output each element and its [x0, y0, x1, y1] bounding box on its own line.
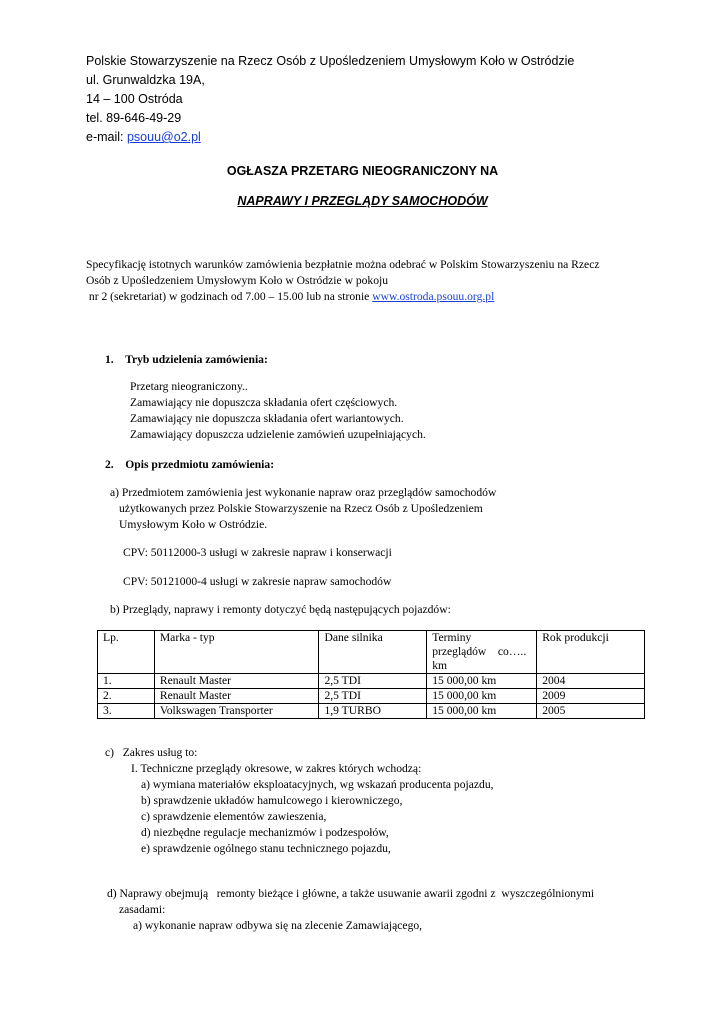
cell-engine: 2,5 TDI — [319, 674, 427, 689]
section-1-line: Przetarg nieograniczony.. — [130, 380, 248, 393]
vehicles-table — [97, 630, 645, 719]
section-1-line: Zamawiający nie dopuszcza składania ofert wariantowych. — [130, 412, 404, 425]
section-1-line: Zamawiający nie dopuszcza składania ofert częściowych. — [130, 396, 398, 409]
cell-brand: Renault Master — [154, 689, 319, 704]
email-link[interactable]: psouu@o2.pl — [126, 130, 201, 144]
col-header-terms — [427, 631, 537, 674]
table-row — [98, 674, 645, 689]
cell-year: 2009 — [537, 689, 645, 704]
section-c-heading: c) Zakres usług to: — [105, 746, 198, 759]
org-email-line — [86, 128, 201, 147]
col-header-lp: Lp. — [98, 631, 155, 674]
col-header-engine: Dane silnika — [319, 631, 427, 674]
cell-terms: 15 000,00 km — [427, 689, 537, 704]
page-subtitle: NAPRAWY I PRZEGLĄDY SAMOCHODÓW — [237, 194, 488, 208]
section-c-item: b) sprawdzenie układów hamulcowego i kierowniczego, — [141, 794, 403, 807]
cell-brand: Renault Master — [154, 674, 319, 689]
table-row — [98, 689, 645, 704]
cell-engine: 1,9 TURBO — [319, 704, 427, 719]
terms-header-line: km — [432, 659, 448, 672]
section-2b-line: b) Przeglądy, naprawy i remonty dotyczyć będą następujących pojazdów: — [110, 603, 451, 616]
section-c-subheading: I. Techniczne przeglądy okresowe, w zakres których wchodzą: — [131, 762, 422, 775]
cpv-code-1: CPV: 50112000-3 usługi w zakresie napraw i konserwacji — [123, 546, 392, 559]
cell-terms: 15 000,00 km — [427, 674, 537, 689]
cell-brand: Volkswagen Transporter — [154, 704, 319, 719]
section-c-item: c) sprawdzenie elementów zawieszenia, — [141, 810, 327, 823]
cell-terms: 15 000,00 km — [427, 704, 537, 719]
section-2a-line: Umysłowym Koło w Ostródzie. — [119, 518, 268, 531]
spec-line-1: Specyfikację istotnych warunków zamówienia bezpłatnie można odebrać w Polskim Stowarzyszeniu na Rzecz — [86, 258, 600, 271]
org-city: 14 – 100 Ostróda — [86, 92, 183, 106]
section-c-item: d) niezbędne regulacje mechanizmów i podzespołów, — [141, 826, 389, 839]
section-1-heading: 1. Tryb udzielenia zamówienia: — [105, 353, 268, 366]
org-street: ul. Grunwaldzka 19A, — [86, 73, 205, 87]
section-2a-line: a) Przedmiotem zamówienia jest wykonanie napraw oraz przeglądów samochodów — [110, 486, 497, 499]
cell-lp: 3. — [98, 704, 155, 719]
table-header-row — [98, 631, 645, 674]
spec-website-link[interactable]: www.ostroda.psouu.org.pl — [372, 290, 495, 303]
spec-line-3-text: nr 2 (sekretariat) w godzinach od 7.00 – 15.00 lub na stronie — [86, 290, 373, 303]
spec-line-2: Osób z Upośledzeniem Umysłowym Koło w Ostródzie w pokoju — [86, 274, 389, 287]
section-c-item: e) sprawdzenie ogólnego stanu technicznego pojazdu, — [141, 842, 391, 855]
section-d-line-1: d) Naprawy obejmują remonty bieżące i główne, a także usuwanie awarii zgodni z wyszczególnionymi — [107, 887, 595, 900]
spec-line-3 — [86, 289, 494, 306]
cell-lp: 1. — [98, 674, 155, 689]
email-label: e-mail: — [86, 130, 127, 144]
cpv-code-2: CPV: 50121000-4 usługi w zakresie napraw samochodów — [123, 575, 392, 588]
org-name: Polskie Stowarzyszenie na Rzecz Osób z Upośledzeniem Umysłowym Koło w Ostródzie — [86, 54, 575, 68]
section-d-line-2: zasadami: — [119, 903, 166, 916]
section-1-line: Zamawiający dopuszcza udzielenie zamówień uzupełniających. — [130, 428, 426, 441]
col-header-brand: Marka - typ — [154, 631, 319, 674]
section-2-heading: 2. Opis przedmiotu zamówienia: — [105, 458, 275, 471]
terms-header-line: Terminy — [432, 631, 472, 644]
cell-engine: 2,5 TDI — [319, 689, 427, 704]
table-row — [98, 704, 645, 719]
page-title: OGŁASZA PRZETARG NIEOGRANICZONY NA — [226, 164, 499, 178]
cell-year: 2005 — [537, 704, 645, 719]
cell-year: 2004 — [537, 674, 645, 689]
terms-header-line: przeglądów co….. — [432, 645, 527, 658]
section-2a-line: użytkowanych przez Polskie Stowarzyszenie na Rzecz Osób z Upośledzeniem — [119, 502, 483, 515]
cell-lp: 2. — [98, 689, 155, 704]
section-c-item: a) wymiana materiałów eksploatacyjnych, wg wskazań producenta pojazdu, — [141, 778, 494, 791]
org-phone: tel. 89-646-49-29 — [86, 111, 182, 125]
section-d-line-3: a) wykonanie napraw odbywa się na zlecenie Zamawiającego, — [133, 919, 423, 932]
col-header-year: Rok produkcji — [537, 631, 645, 674]
